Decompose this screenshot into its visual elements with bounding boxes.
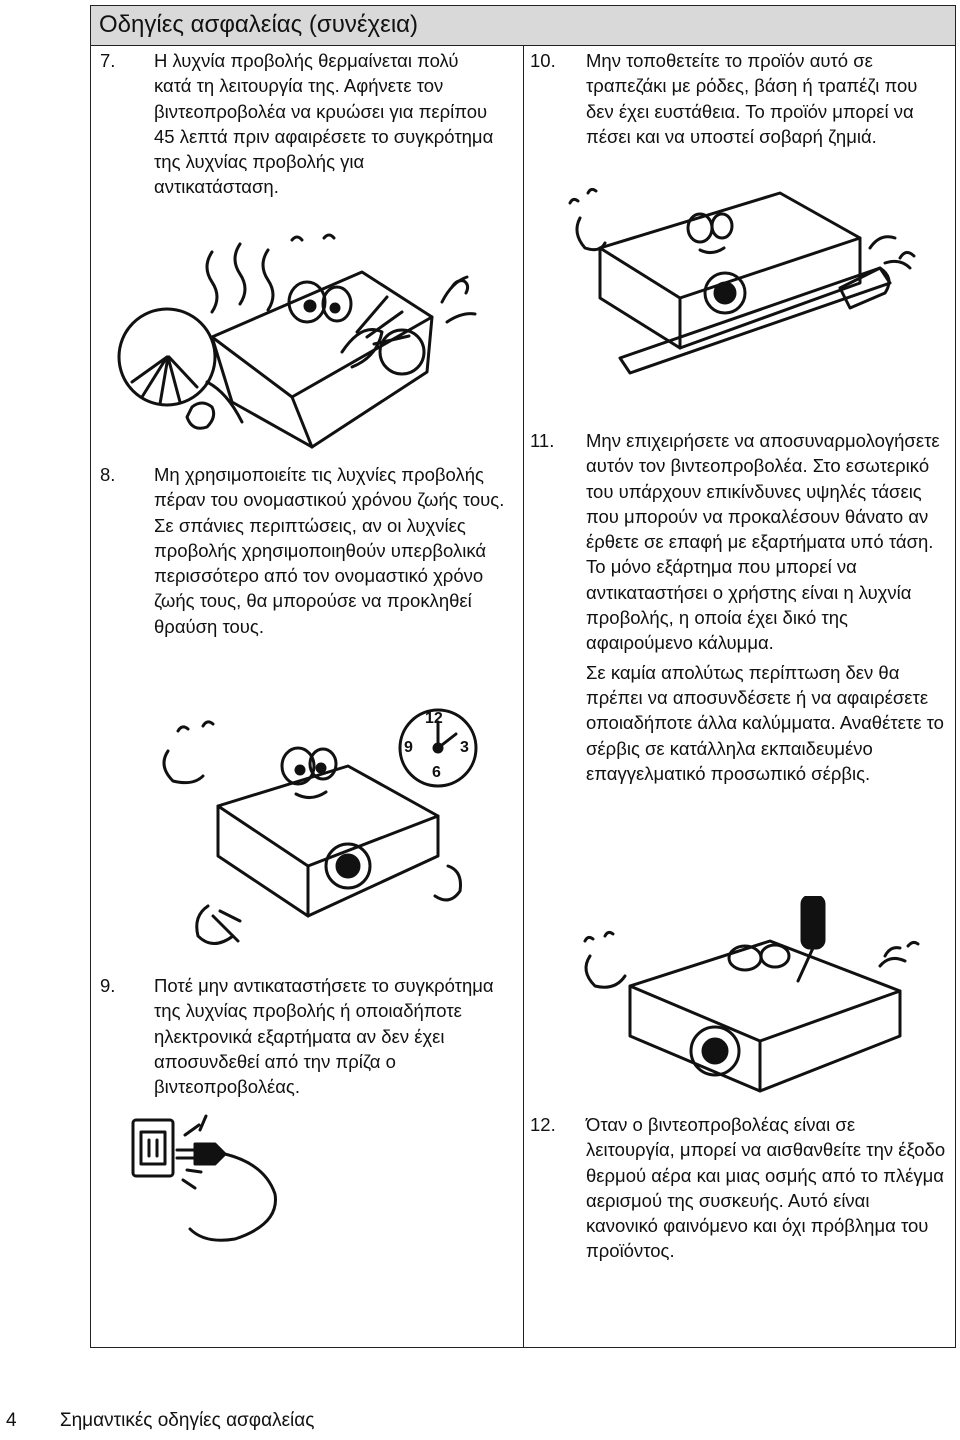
item-number: 8.: [100, 464, 116, 485]
item-text: Ποτέ μην αντικαταστήσετε το συγκρότημα της λυχνίας προβολής ή οποιαδήποτε ηλεκτρονικά εξαρτήματα αν δεν έχει αποσυνδεθεί από την πρίζα ο βιντεοπροβολέας.: [154, 975, 494, 1098]
clock-number-6: 6: [432, 764, 441, 781]
item-text: Μην τοποθετείτε το προϊόν αυτό σε τραπεζάκι με ρόδες, βάση ή τραπέζι που δεν έχει ευστάθεια. Το προϊόν μπορεί να πέσει και να υποστεί σοβαρή ζημιά.: [586, 50, 918, 147]
footer-section-title: Σημαντικές οδηγίες ασφαλείας: [59, 1410, 315, 1431]
item-text-2: Σε καμία απολύτως περίπτωση δεν θα πρέπει να αποσυνδέσετε ή να αφαιρέσετε οποιαδήποτε άλλα καλύμματα. Αναθέτετε το σέρβις σε κατάλληλα εκπαιδευμένο επαγγελματικό προσωπικό σέρβις.: [586, 661, 944, 784]
item-text: Η λυχνία προβολής θερμαίνεται πολύ κατά τη λειτουργία της. Αφήνετε τον βιντεοπροβολέα να κρυώσει για περίπου 45 λεπτά πριν αφαιρέσετε το συγκρότημα της λυχνίας προβολής για αντικατάσταση.: [154, 50, 494, 198]
clock-number-3: 3: [460, 739, 469, 756]
item-text: Μην επιχειρήσετε να αποσυναρμολογήσετε αυτόν τον βιντεοπροβολέα. Στο εσωτερικό του υπάρχουν επικίνδυνες υψηλές τάσεις που μπορούν να προκαλέσουν θάνατο αν έρθετε σε επαφή με εξαρτήματα υπό τάση. Το μόνο εξάρτημα που μπορεί να αντικαταστήσει ο χρήστης είναι η λυχνία προβολής, η οποία έχει δικό της αφαιρούμενο κάλυμμα.: [586, 430, 940, 654]
page-footer: [6, 1410, 314, 1432]
screwdriver-projector-icon: [570, 896, 940, 1096]
clock-projector-lamp-icon: [148, 706, 478, 956]
item-number: 9.: [100, 975, 116, 996]
item-number: 7.: [100, 50, 116, 71]
clock-number-9: 9: [404, 739, 413, 756]
item-text: Μη χρησιμοποιείτε τις λυχνίες προβολής πέραν του ονομαστικού χρόνου ζωής τους. Σε σπάνιες περιπτώσεις, αν οι λυχνίες προβολής χρησιμοποιηθούν υπερβολικά περισσότερο από τον ονομαστικό χρόνο ζωής τους, θα μπορούσε να προκληθεί θραύση τους.: [154, 464, 505, 637]
falling-projector-table-icon: [560, 188, 940, 398]
column-divider: [523, 46, 524, 1347]
item-number: 10.: [530, 50, 556, 71]
section-title: Οδηγίες ασφαλείας (συνέχεια): [99, 11, 419, 38]
section-title-bar: [91, 6, 955, 46]
item-number: 12.: [530, 1114, 556, 1135]
page-number: 4: [6, 1410, 17, 1431]
item-text: Όταν ο βιντεοπροβολέας είναι σε λειτουργία, μπορεί να αισθανθείτε την έξοδο θερμού αέρα και μιας οσμής από το πλέγμα αερισμού της συσκευής. Αυτό είναι κανονικό φαινόμενο και όχι πρόβλημα του προϊόντος.: [586, 1114, 946, 1262]
hot-projector-fan-icon: [112, 232, 482, 450]
item-number: 11.: [530, 430, 555, 451]
power-plug-outlet-icon: [125, 1110, 305, 1250]
clock-number-12: 12: [425, 710, 443, 727]
